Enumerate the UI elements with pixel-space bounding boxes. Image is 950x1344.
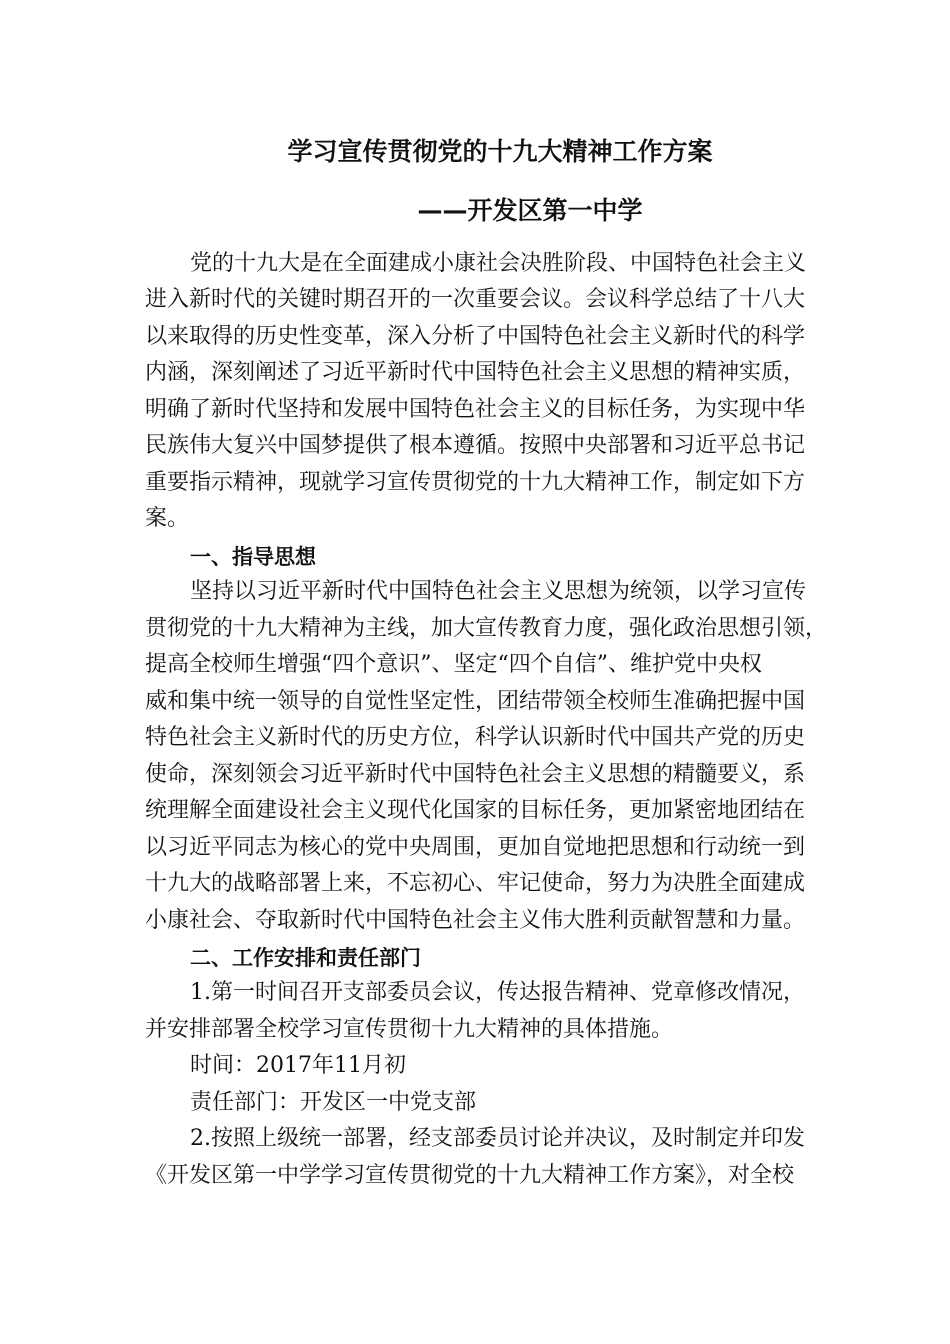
paragraph-line: 统理解全面建设社会主义现代化国家的目标任务，更加紧密地团结在 <box>145 798 806 823</box>
paragraph-line: 以习近平同志为核心的党中央周围，更加自觉地把思想和行动统一到 <box>145 835 806 860</box>
paragraph-line: 贯彻党的十九大精神为主线，加大宣传教育力度，强化政治思想引领， <box>145 616 828 641</box>
paragraph-line: 内涵，深刻阐述了习近平新时代中国特色社会主义思想的精神实质， <box>145 360 806 385</box>
paragraph-line: 党的十九大是在全面建成小康社会决胜阶段、中国特色社会主义 <box>190 251 807 276</box>
paragraph-line: 以来取得的历史性变革，深入分析了中国特色社会主义新时代的科学 <box>145 324 806 349</box>
paragraph-line: 明确了新时代坚持和发展中国特色社会主义的目标任务，为实现中华 <box>145 397 806 422</box>
paragraph-line: 坚持以习近平新时代中国特色社会主义思想为统领，以学习宣传 <box>190 579 807 604</box>
document-title: 学习宣传贯彻党的十九大精神工作方案 <box>287 137 713 166</box>
paragraph-line: 提高全校师生增强“四个意识”、坚定“四个自信”、维护党中央权 <box>145 652 762 677</box>
paragraph-line: 进入新时代的关键时期召开的一次重要会议。会议科学总结了十八大 <box>145 287 806 312</box>
item-responsible-dept: 责任部门：开发区一中党支部 <box>190 1090 477 1115</box>
paragraph-line: 案。 <box>145 506 190 531</box>
paragraph-line: 小康社会、夺取新时代中国特色社会主义伟大胜利贡献智慧和力量。 <box>145 908 806 933</box>
item-time: 时间：2017年11月初 <box>190 1053 406 1078</box>
paragraph-line: 特色社会主义新时代的历史方位，科学认识新时代中国共产党的历史 <box>145 725 806 750</box>
paragraph-line: 1.第一时间召开支部委员会议，传达报告精神、党章修改情况， <box>190 980 805 1005</box>
paragraph-line: 重要指示精神，现就学习宣传贯彻党的十九大精神工作，制定如下方 <box>145 470 806 495</box>
section-heading-guiding-ideology: 一、指导思想 <box>190 545 316 569</box>
paragraph-line: 《开发区第一中学学习宣传贯彻党的十九大精神工作方案》，对全校 <box>145 1163 795 1188</box>
paragraph-line: 威和集中统一领导的自觉性坚定性，团结带领全校师生准确把握中国 <box>145 689 806 714</box>
paragraph-line: 2.按照上级统一部署，经支部委员讨论并决议，及时制定并印发 <box>190 1126 805 1151</box>
document-subtitle: ——开发区第一中学 <box>417 196 643 225</box>
paragraph-line: 使命，深刻领会习近平新时代中国特色社会主义思想的精髓要义，系 <box>145 762 806 787</box>
section-heading-work-arrangement: 二、工作安排和责任部门 <box>190 946 421 970</box>
paragraph-line: 民族伟大复兴中国梦提供了根本遵循。按照中央部署和习近平总书记 <box>145 433 806 458</box>
paragraph-line: 并安排部署全校学习宣传贯彻十九大精神的具体措施。 <box>145 1017 674 1042</box>
paragraph-line: 十九大的战略部署上来，不忘初心、牢记使命，努力为决胜全面建成 <box>145 871 806 896</box>
